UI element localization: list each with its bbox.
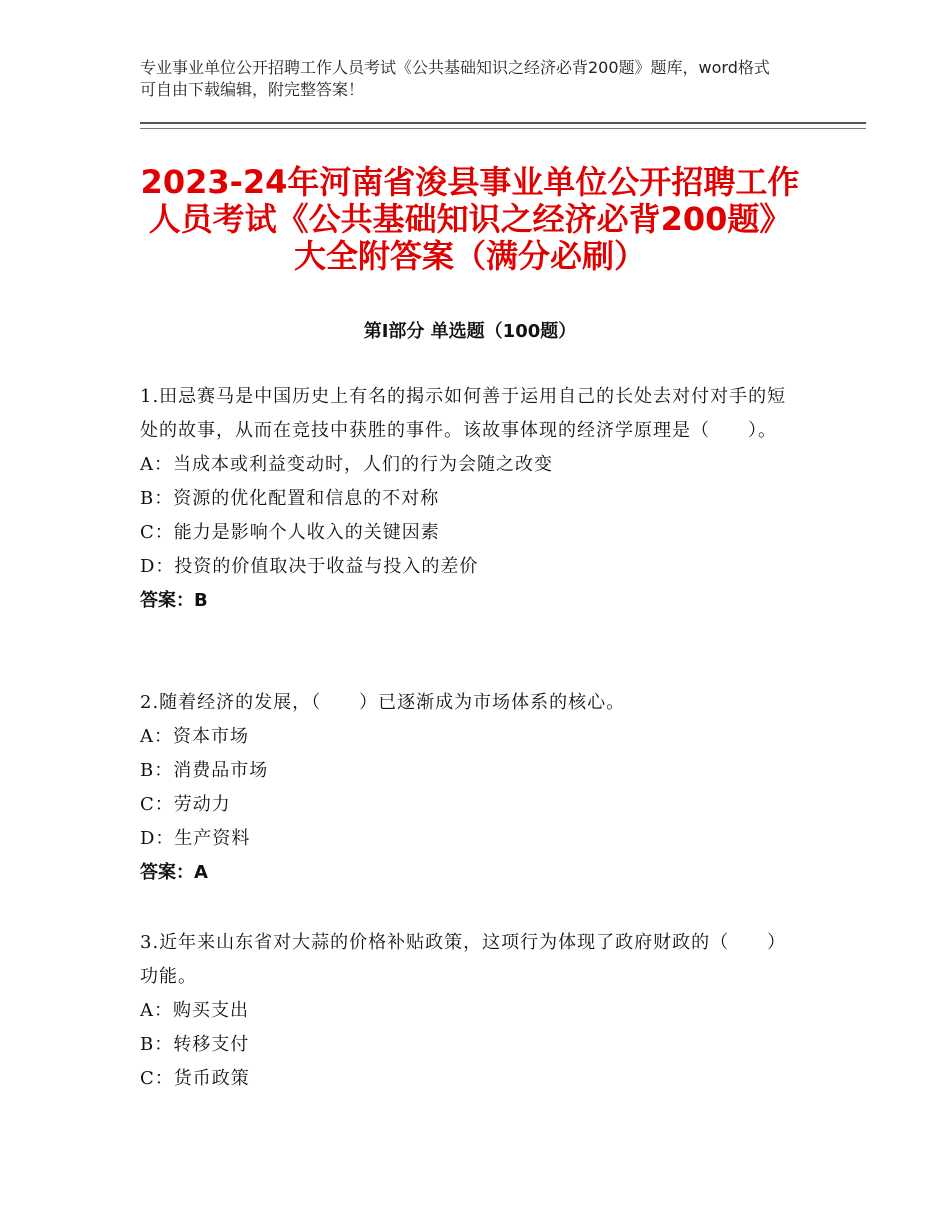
header-divider-thick: [140, 122, 866, 124]
question-1: [140, 380, 800, 618]
option-d: D：生产资料: [140, 828, 251, 849]
section-heading: 第Ⅰ部分 单选题（100题）: [363, 321, 577, 342]
header-divider-thin: [140, 128, 866, 129]
document-title: 2023-24年河南省浚县事业单位公开招聘工作人员考试《公共基础知识之经济必背200题》大全附答案（满分必刷）: [140, 163, 800, 275]
answer: 答案：A: [140, 862, 208, 883]
option-c: C：劳动力: [140, 794, 231, 815]
option-d: D：投资的价值取决于收益与投入的差价: [140, 556, 479, 577]
option-a: A：购买支出: [140, 1000, 249, 1021]
question-3: [140, 926, 800, 1096]
option-b: B：转移支付: [140, 1034, 250, 1055]
question-stem: 1.田忌赛马是中国历史上有名的揭示如何善于运用自己的长处去对付对手的短处的故事，从而在竞技中获胜的事件。该故事体现的经济学原理是（ ）。: [140, 386, 787, 441]
document-header: 专业事业单位公开招聘工作人员考试《公共基础知识之经济必背200题》题库，word格式可自由下载编辑，附完整答案！: [140, 58, 770, 99]
option-c: C：货币政策: [140, 1068, 250, 1089]
option-a: A：资本市场: [140, 726, 249, 747]
question-2: [140, 686, 800, 890]
option-b: B：消费品市场: [140, 760, 269, 781]
answer: 答案：B: [140, 590, 208, 611]
question-stem: 2.随着经济的发展，（ ）已逐渐成为市场体系的核心。: [140, 692, 626, 713]
option-b: B：资源的优化配置和信息的不对称: [140, 488, 440, 509]
option-c: C：能力是影响个人收入的关键因素: [140, 522, 440, 543]
option-a: A：当成本或利益变动时，人们的行为会随之改变: [140, 454, 553, 475]
question-stem: 3.近年来山东省对大蒜的价格补贴政策，这项行为体现了政府财政的（ ）功能。: [140, 932, 787, 987]
